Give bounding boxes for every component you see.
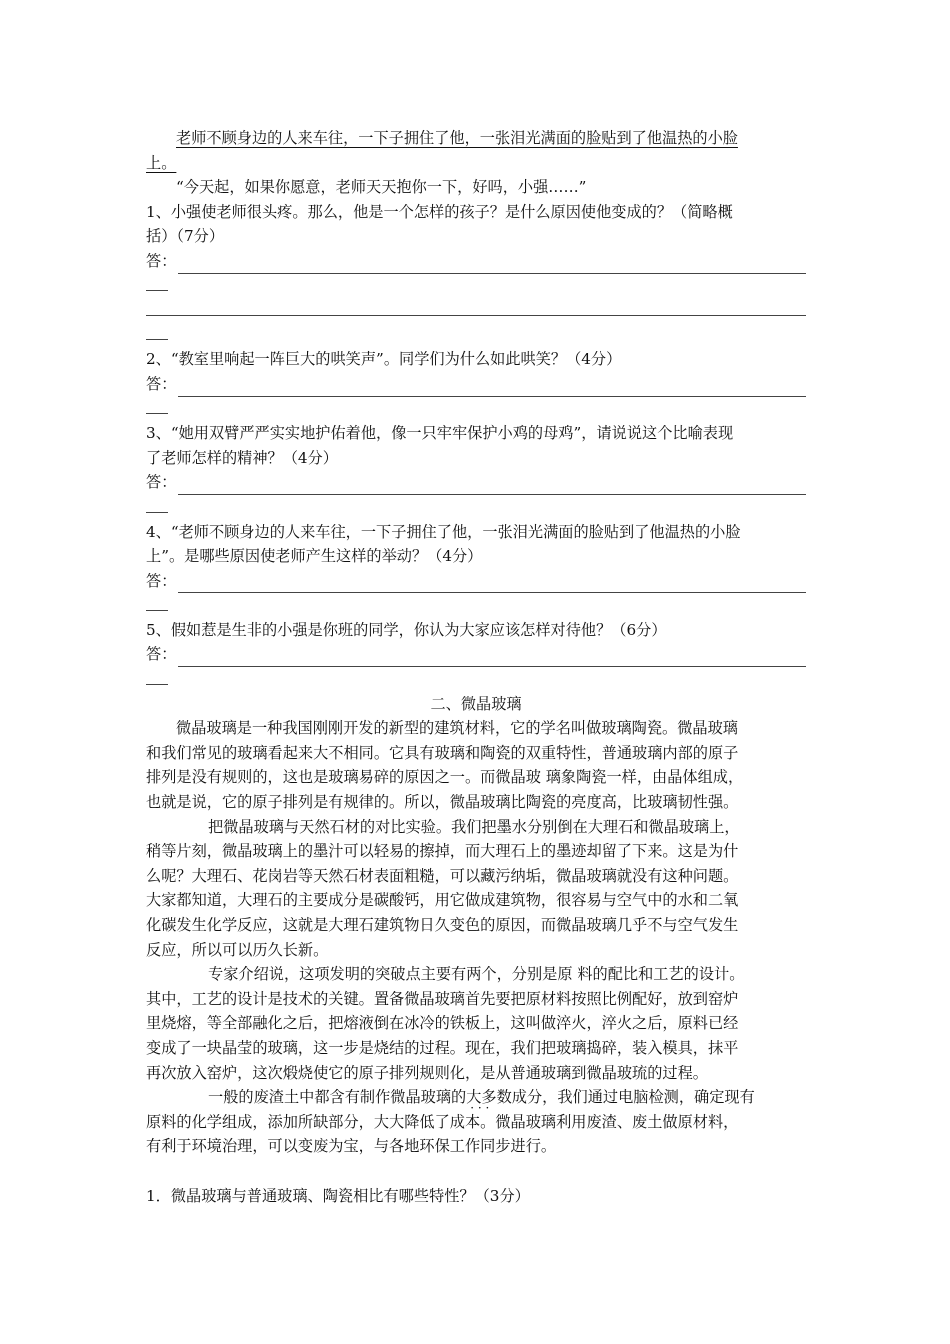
p3-line: 其中，工艺的设计是技术的关键。置备微晶玻璃首先要把原材料按照比例配好，放到窑炉: [146, 989, 739, 1008]
answer-line-stub: [146, 274, 806, 299]
question-1-line-1: 1、小强使老师很头疼。那么，他是一个怎样的孩子？是什么原因使他变成的？（简略概: [146, 202, 733, 221]
answer-line-stub: [146, 323, 806, 348]
question-4-line-2: 上”。是哪些原因使老师产生这样的举动？（4分）: [146, 547, 483, 566]
p4-text: 一般的废渣土中都含有制作微晶玻璃的: [208, 1088, 467, 1107]
p2-line: 反应，所以可以历久长新。: [146, 940, 329, 959]
p1-line: 和我们常见的玻璃看起来大不相同。它具有玻璃和陶瓷的双重特性，普通玻璃内部的原子: [146, 743, 739, 762]
answer-3-field[interactable]: [146, 470, 806, 495]
p3-line: 再次放入窑炉，这次煅烧使它的原子排列规则化，是从普通玻璃到微晶玻琉的过程。: [146, 1063, 708, 1082]
p1-line: 也就是说，它的原子排列是有规律的。所以，微晶玻璃比陶瓷的亮度高，比玻璃韧性强。: [146, 793, 739, 812]
answer-1-extra-line[interactable]: [146, 298, 806, 323]
p3-line: 专家介绍说，这项发明的突破点主要有两个，分别是原 料的配比和工艺的设计。: [208, 965, 745, 984]
section-2-title: 二、微晶玻璃: [430, 694, 522, 713]
answer-line-stub: [146, 495, 806, 520]
answer-line: [178, 477, 806, 495]
answer-line: [178, 575, 806, 593]
p4-line: 有利于环境治理，可以变废为宝，与各地环保工作同步进行。: [146, 1137, 557, 1156]
answer-2-field[interactable]: [146, 372, 806, 397]
p4-text: 成分，我们通过电脑检测，确定现有: [511, 1088, 755, 1107]
answer-line-stub: [146, 593, 806, 618]
p4-line: 原料的化学组成，添加所缺部分，大大降低了成本。微晶玻璃利用废渣、废土做原材料，: [146, 1112, 739, 1131]
p3-line: 变成了一块晶莹的玻璃，这一步是烧结的过程。现在，我们把玻璃捣碎，装入模具，抹平: [146, 1038, 739, 1057]
p3-line: 里烧熔，等全部融化之后，把熔液倒在冰冷的铁板上，这叫做淬火，淬火之后，原料已经: [146, 1014, 739, 1033]
answer-label: 答：: [146, 473, 177, 492]
p2-line: 大家都知道，大理石的主要成分是碳酸钙，用它做成建筑物，很容易与空气中的水和二氧: [146, 891, 739, 910]
question-3-line-2: 了老师怎样的精神？（4分）: [146, 448, 338, 467]
answer-label: 答：: [146, 374, 177, 393]
story-end-line-1: 老师不顾身边的人来车往，一下子拥住了他，一张泪光满面的脸贴到了他温热的小脸: [176, 129, 738, 147]
story-quote: “今天起，如果你愿意，老师天天抱你一下，好吗，小强……”: [176, 178, 587, 197]
p2-line: 把微晶玻璃与天然石材的对比实验。我们把墨水分别倒在大理石和微晶玻璃上，: [208, 817, 740, 836]
p4-line-1: [146, 1085, 806, 1110]
answer-label: 答：: [146, 251, 177, 270]
answer-5-field[interactable]: [146, 642, 806, 667]
answer-1-field[interactable]: [146, 249, 806, 274]
question-1-line-2: 括）（7分）: [146, 227, 225, 246]
question-3-line-1: 3、“她用双臂严严实实地护佑着他，像一只牢牢保护小鸡的母鸡”，请说说这个比喻表现: [146, 424, 734, 443]
question-5-line-1: 5、假如惹是生非的小强是你班的同学，你认为大家应该怎样对待他？（6分）: [146, 620, 667, 639]
answer-line: [178, 649, 806, 667]
answer-line-stub: [146, 397, 806, 422]
p1-line: 微晶玻璃是一种我国刚刚开发的新型的建筑材料，它的学名叫做玻璃陶瓷。微晶玻璃: [176, 719, 738, 738]
emphasis-text: 大多数 · · ·: [466, 1088, 512, 1106]
p2-line: 么呢？大理石、花岗岩等天然石材表面粗糙，可以藏污纳垢，微晶玻璃就没有这种问题。: [146, 866, 739, 885]
document-page: [146, 126, 806, 1208]
section-2-question-1: 1．微晶玻璃与普通玻璃、陶瓷相比有哪些特性？（3分）: [146, 1186, 530, 1205]
p2-line: 稍等片刻，微晶玻璃上的墨汁可以轻易的擦掉，而大理石上的墨迹却留了下来。这是为什: [146, 842, 739, 861]
answer-4-field[interactable]: [146, 569, 806, 594]
question-2-line-1: 2、“教室里响起一阵巨大的哄笑声”。同学们为什么如此哄笑？（4分）: [146, 350, 622, 369]
answer-line-stub: [146, 667, 806, 692]
p1-line: 排列是没有规则的，这也是玻璃易碎的原因之一。而微晶玻 璃象陶瓷一样，由晶体组成，: [146, 768, 744, 787]
story-end-line-2: 上。: [146, 153, 177, 172]
question-4-line-1: 4、“老师不顾身边的人来车往，一下子拥住了他，一张泪光满面的脸贴到了他温热的小脸: [146, 522, 741, 541]
answer-label: 答：: [146, 571, 177, 590]
answer-label: 答：: [146, 645, 177, 664]
answer-line: [178, 256, 806, 274]
answer-line: [178, 379, 806, 397]
p2-line: 化碳发生化学反应，这就是大理石建筑物日久变色的原因，而微晶玻璃几乎不与空气发生: [146, 916, 739, 934]
